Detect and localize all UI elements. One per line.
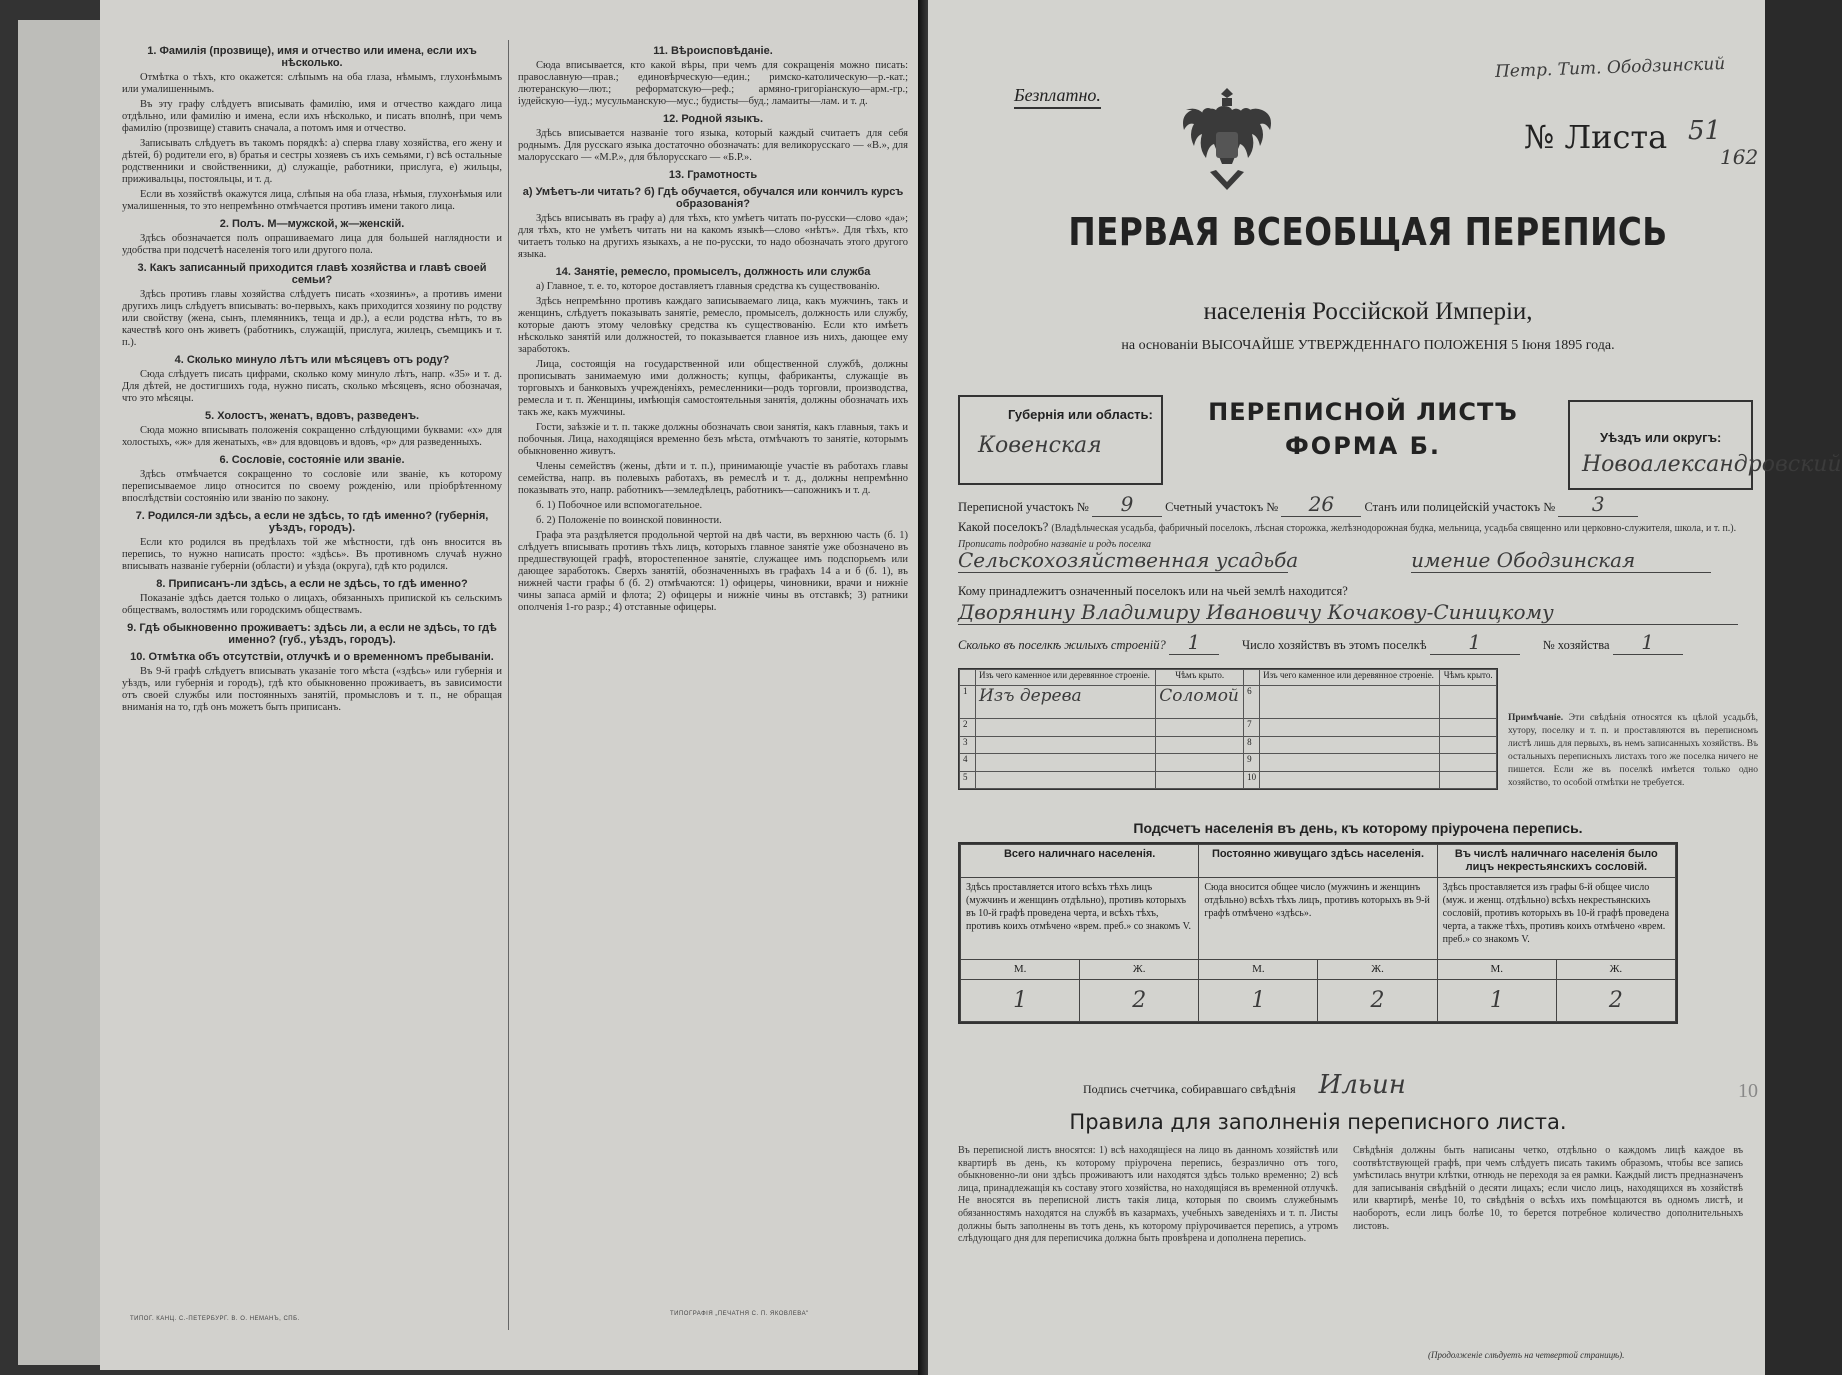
households-line — [958, 630, 1683, 655]
legal-basis: на основаніи ВЫСОЧАЙШЕ УТВЕРЖДЕННАГО ПОЛОЖЕНІЯ 5 Іюня 1895 года. — [1121, 338, 1615, 353]
census-form-page — [928, 0, 1842, 1375]
household-number-label: № хозяйства — [1542, 638, 1610, 652]
settlement-value-line — [958, 548, 1711, 573]
buildings-roof-header-2: Чѣмъ крыто. — [1440, 670, 1497, 686]
permanent-resident-header: Постоянно живущаго здѣсь населенія. — [1199, 845, 1437, 878]
printer-imprint-left: ТИПОГ. КАНЦ. С.-ПЕТЕРБУРГ. В. О. НЕМАНЪ, СПБ. — [130, 1316, 300, 1322]
non-peasant-header: Въ числѣ наличнаго населенія было лицъ некрестьянскихъ сословій. — [1437, 845, 1675, 878]
instruction-paragraph: Если въ хозяйствѣ окажутся лица, слѣпыя на оба глаза, нѣмыя, глухонѣмыя или умалишенныя, то это непремѣнно отмѣчается противъ имени такого лица. — [122, 189, 502, 212]
instruction-heading: 9. Гдѣ обыкновенно проживаетъ: здѣсь ли, а если не здѣсь, то гдѣ именно? (губ., уѣздъ, городъ). — [127, 622, 497, 646]
male-header: М. — [1199, 960, 1318, 980]
household-number-value: 1 — [1613, 630, 1683, 655]
rules-column-1: Въ переписной листъ вносятся: 1) всѣ находящіеся на лицо въ данномъ хозяйствѣ или квартирѣ въ день, къ которому пріурочена перепись, безразлично отъ того, обыкновенно-ли они здѣсь проживаютъ или находятся здѣсь только временно; 2) всѣ лица, принадлежащія къ составу этого хозяйства, но находящіяся въ временной отлучкѣ. Не вносятся въ переписной листъ такія лица, которыя по своимъ служебнымъ обязанностямъ находятся на службѣ въ казармахъ, учебныхъ заведеніяхъ и т. п. Листы должны быть заполнены въ тотъ день, къ которому пріурочивается перепись, а утромъ слѣдующаго дня для переписчика должна быть провѣрена и дополнена перепись. — [958, 1145, 1338, 1245]
male-header: М. — [1437, 960, 1556, 980]
instructions-column-2 — [518, 40, 908, 980]
sheet-number-value: 51 — [1688, 116, 1722, 146]
female-header: Ж. — [1556, 960, 1675, 980]
male-header: М. — [961, 960, 1080, 980]
instruction-paragraph: Въ эту графу слѣдуетъ вписывать фамилію, имя и отчество каждаго лица отдѣльно, или фамилію и имена, если ихъ нѣсколько, и писать вполнѣ, при чемъ фамилію (прозвище) ставить сначала, а потомъ имя и отчество. — [122, 99, 502, 134]
instruction-paragraph: Здѣсь отмѣчается сокращенно то сословіе или званіе, къ которому переписываемое лицо относится по своему рожденію, или пріобрѣтенному впослѣдствіи состоянію или званію по закону. — [122, 469, 502, 504]
district-value: Новоалександровский — [1582, 452, 1842, 477]
district-label: Уѣздъ или округъ: — [1600, 430, 1722, 445]
building-row-number: 6 — [1244, 686, 1260, 719]
note-label: Примѣчаніе. — [1508, 713, 1564, 723]
column-divider — [508, 40, 509, 1330]
instruction-paragraph: Здѣсь непремѣнно противъ каждаго записываемаго лица, какъ мужчинъ, такъ и женщинъ, слѣдуетъ показывать занятіе, ремесло, промыселъ, должность или службу, которые даютъ этому человѣку средства къ существованію. Если кто имѣетъ нѣсколько занятій или должностей, то показывается главное изъ нихъ, дающее ему заработокъ. — [518, 296, 908, 355]
instruction-heading: 7. Родился-ли здѣсь, а если не здѣсь, то гдѣ именно? (губернія, уѣздъ, городъ). — [135, 510, 489, 534]
double-headed-eagle-icon — [1172, 80, 1282, 205]
instruction-paragraph: б. 1) Побочное или вспомогательное. — [536, 500, 703, 511]
instruction-paragraph: Показаніе здѣсь дается только о лицахъ, обязанныхъ припиской къ сельскимъ обществамъ, волостямъ или городскимъ обществамъ. — [122, 593, 502, 616]
rules-title: Правила для заполненія переписного листа. — [1069, 1110, 1567, 1134]
sheet-number-secondary: 162 — [1720, 145, 1759, 169]
non-peasant-male: 1 — [1437, 980, 1556, 1022]
area-numbers-line — [958, 492, 1638, 517]
instruction-paragraph: б. 2) Положеніе по воинской повинности. — [536, 515, 722, 526]
non-peasant-female: 2 — [1556, 980, 1675, 1022]
instruction-heading: 1. Фамилія (прозвище), имя и отчество или имена, если ихъ нѣсколько. — [147, 45, 477, 69]
instruction-heading: 4. Сколько минуло лѣтъ или мѣсяцевъ отъ роду? — [174, 354, 450, 366]
building-row-number: 9 — [1244, 754, 1260, 771]
page-number: 10 — [1738, 1080, 1758, 1102]
stan-label: Станъ или полицейскій участокъ № — [1364, 500, 1556, 514]
count-area-label: Счетный участокъ № — [1165, 500, 1279, 514]
rules-column-2: Свѣдѣнія должны быть написаны четко, отдѣльно о каждомъ лицѣ каждое въ соотвѣтствующей графѣ, при чемъ слѣдуетъ писать такимъ образомъ, чтобы все запись умѣстилась внутри клѣтки, отнюдь не переходя за ея рамки. Каждый листъ предназначенъ для записыванія свѣдѣній о десяти лицахъ; если число лицъ, находящихся въ хозяйствѣ или квартирѣ, менѣе 10, то свѣдѣнія о всѣхъ ихъ помѣщаются въ одномъ листѣ, и наоборотъ, если лицъ болѣе 10, то берется потребное количество дополнительныхъ листовъ. — [1353, 1145, 1743, 1232]
total-present-header: Всего наличнаго населенія. — [961, 845, 1199, 878]
instruction-paragraph: Сюда вписывается, кто какой вѣры, при чемъ для сокращенія можно писать: православную—прав.; единовѣрческую—един.; римско-католическую—р.-кат.; лютеранскую—лют.; реформатскую—реф.; армяно-григоріанскую—арм.-гр.; іудейскую—іуд.; мусульманскую—мус.; будисты—буд.; ламаиты—лам. и т. д. — [518, 60, 908, 107]
total-present-description: Здѣсь проставляется итого всѣхъ тѣхъ лицъ (мужчинъ и женщинъ отдѣльно), противъ которыхъ въ 10-й графѣ проведена черта, и всѣхъ тѣхъ, противъ коихъ отмѣчено «врем. преб.» со знакомъ V. — [961, 878, 1199, 960]
permanent-resident-description: Сюда вносится общее число (мужчинъ и женщинъ отдѣльно) всѣхъ тѣхъ лицъ, противъ которыхъ въ 9-й графѣ отмѣчено «здѣсь». — [1199, 878, 1437, 960]
female-header: Ж. — [1080, 960, 1199, 980]
instruction-heading: 10. Отмѣтка объ отсутствіи, отлучкѣ и о временномъ пребываніи. — [130, 651, 494, 663]
province-box — [958, 395, 1163, 485]
instruction-heading: 14. Занятіе, ремесло, промыселъ, должность или служба — [555, 266, 871, 278]
owner-value-line — [958, 600, 1738, 625]
total-present-male: 1 — [961, 980, 1080, 1022]
population-count-title: Подсчетъ населенія въ день, къ которому пріурочена перепись. — [1133, 820, 1583, 836]
instruction-heading: 11. Вѣроисповѣданіе. — [653, 45, 773, 57]
instructions-column-1 — [122, 40, 502, 1340]
signature-label: Подпись счетчика, собиравшаго свѣдѣнія — [1083, 1082, 1296, 1096]
instruction-paragraph: Члены семействъ (жены, дѣти и т. п.), принимающіе участіе въ работахъ главы семейства, напр. въ полевыхъ работахъ, въ ремеслѣ и т. д., должны непремѣнно показывать это, напр. работникъ—земледѣлецъ, работникъ—сапожникъ и т. д. — [518, 461, 908, 496]
instruction-paragraph: а) Главное, т. е. то, которое доставляетъ главныя средства къ существованію. — [536, 281, 880, 292]
instructions-page — [100, 0, 920, 1370]
handwritten-top-note: Петр. Тит. Ободзинский — [1494, 53, 1726, 83]
building-row-number: 3 — [960, 736, 976, 753]
building-row1-roof: Соломой — [1156, 686, 1244, 719]
buildings-roof-header: Чѣмъ крыто. — [1156, 670, 1244, 686]
building-row-number: 10 — [1244, 771, 1260, 788]
free-label: Безплатно. — [1014, 85, 1101, 109]
owner-line — [958, 584, 1348, 599]
non-peasant-description: Здѣсь проставляется изъ графы 6-й общее число (муж. и женщ. отдѣльно) всѣхъ некрестьянскихъ сословій, противъ которыхъ въ 10-й графѣ проведена черта, а также тѣхъ, противъ коихъ отмѣчено «врем. преб.» со знакомъ V. — [1437, 878, 1675, 960]
households-value: 1 — [1430, 630, 1520, 655]
settlement-value-2: имение Ободзинская — [1411, 548, 1711, 573]
census-subtitle: населенія Россійской Имперіи, — [1203, 298, 1533, 325]
population-count-table — [958, 842, 1678, 1024]
instruction-paragraph: Гости, заѣзжіе и т. п. также должны обозначать свои занятія, какъ главныя, такъ и побочныя. Лица, находящіяся временно безъ мѣста, отмѣчаютъ то занятіе, которымъ обыкновенно живутъ. — [518, 422, 908, 457]
female-header: Ж. — [1318, 960, 1437, 980]
building-row-number: 7 — [1244, 719, 1260, 736]
instruction-paragraph: Здѣсь вписывать въ графу а) для тѣхъ, кто умѣетъ читать по-русски—слово «да»; для тѣхъ, кто не умѣетъ читать ни на какомъ языкѣ—слово «нѣтъ». Для тѣхъ, кто читаетъ только на другихъ языкахъ, а не по-русски, то надо обозначать этого другого языка. — [518, 213, 908, 260]
permanent-male: 1 — [1199, 980, 1318, 1022]
building-row1-material: Изъ дерева — [976, 686, 1156, 719]
instruction-heading: 13. Грамотность — [668, 169, 758, 181]
census-area-value: 9 — [1092, 492, 1162, 517]
building-row-number: 1 — [960, 686, 976, 719]
building-row-number: 4 — [960, 754, 976, 771]
permanent-female: 2 — [1318, 980, 1437, 1022]
district-box — [1568, 400, 1842, 490]
printer-imprint-right: ТИПОГРАФІЯ „ПЕЧАТНЯ С. П. ЯКОВЛЕВА" — [670, 1311, 809, 1317]
buildings-table — [958, 668, 1498, 790]
stan-value: 3 — [1558, 492, 1638, 517]
building-row-number: 8 — [1244, 736, 1260, 753]
instruction-paragraph: Если кто родился въ предѣлахъ той же мѣстности, гдѣ онъ вносится въ перепись, то нужно написать просто: «здѣсь». Въ противномъ случаѣ нужно вписывать названіе губерніи (области) и уѣзда (округа), гдѣ кто родился. — [122, 537, 502, 572]
instruction-paragraph: Здѣсь вписывается названіе того языка, который каждый считаетъ для себя роднымъ. Для русскаго языка достаточно обозначать: для великорусскаго — «В.», для малорусскаго — «М.Р.», для бѣлорусскаго — «Б.Р.». — [518, 128, 908, 163]
instruction-heading: 5. Холостъ, женатъ, вдовъ, разведенъ. — [204, 410, 420, 422]
instruction-heading: 12. Родной языкъ. — [662, 113, 763, 125]
instruction-paragraph: Графа эта раздѣляется продольной чертой на двѣ части, въ верхнюю часть (б. 1) слѣдуетъ вписывать противъ тѣхъ лицъ, которыхъ главное занятіе уже обозначено въ предшествующей графѣ, второстепенное занятіе, служащее имъ подспорьемъ или дающее заработокъ. Сверхъ занятій, обозначенныхъ въ графахъ 14 а и б (б. 1), въ нижней части графы б (б. 2) отмѣчаются: 1) офицеры, чиновники, врачи и нижніе чины запаса армій и флота; 2) офицеры и нижніе чины въ отставкѣ; 3) ратники ополченія 1-го разр.; 4) отставные офицеры. — [518, 530, 908, 613]
instruction-paragraph: Лица, состоящія на государственной или общественной службѣ, должны прописывать занимаемую ими должность; купцы, фабриканты, служащіе въ торговыхъ и банковыхъ учрежденіяхъ, ремесленники—родъ торговли, производства, ремесла и т. п. Женщины, имѣющія самостоятельныя занятія, должны обозначать ихъ такъ же, какъ мужчины. — [518, 359, 908, 418]
count-area-value: 26 — [1281, 492, 1361, 517]
settlement-write-hint: Прописать подробно названіе и родъ поселка — [958, 539, 1152, 550]
instruction-heading: 3. Какъ записанный приходится главѣ хозяйства и главѣ своей семьи? — [137, 262, 487, 286]
instruction-paragraph: Въ 9-й графѣ слѣдуетъ вписывать указаніе того мѣста («здѣсь» или губернія и уѣздъ, или губернія и городъ), гдѣ кто обыкновенно проживаетъ, въ зависимости отъ своей службы или постоянныхъ занятій, промысловъ и т. п., не обращая вниманія на то, гдѣ онъ можетъ быть приписанъ. — [122, 666, 502, 713]
previous-pages-edge — [18, 20, 108, 1365]
buildings-material-header-2: Изъ чего каменное или деревянное строеніе. — [1260, 670, 1440, 686]
form-title: ПЕРЕПИСНОЙ ЛИСТЪ — [1208, 398, 1518, 426]
total-present-female: 2 — [1080, 980, 1199, 1022]
province-value: Ковенская — [978, 433, 1102, 458]
note-text: Эти свѣдѣнія относятся къ цѣлой усадьбѣ, хутору, поселку и т. п. и проставляются въ переписномъ листѣ лишь для первыхъ, въ немъ записанныхъ хозяйствъ. Въ остальныхъ переписныхъ листахъ того же поселка ничего не пишется. Если же въ поселкѣ имѣется только одно хозяйство, то особой отмѣтки не требуется. — [1508, 713, 1758, 788]
census-title: ПЕРВАЯ ВСЕОБЩАЯ ПЕРЕПИСЬ — [1068, 210, 1668, 254]
settlement-description: (Владѣльческая усадьба, фабричный поселокъ, лѣсная сторожка, желѣзнодорожная будка, мельница, усадьба священно или церковно-служителя, школа, и т. п.). — [1051, 523, 1737, 534]
owner-value: Дворянину Владимиру Ивановичу Кочакову-Синицкому — [958, 600, 1738, 625]
buildings-note — [1508, 712, 1758, 790]
building-row-number: 2 — [960, 719, 976, 736]
instruction-paragraph: Сюда слѣдуетъ писать цифрами, сколько кому минуло лѣтъ, напр. «35» и т. д. Для дѣтей, не достигшихъ года, нужно писать, сколько мѣсяцевъ, ясно обозначая, что это мѣсяцы. — [122, 369, 502, 404]
owner-label: Кому принадлежитъ означенный поселокъ или на чьей землѣ находится? — [958, 584, 1348, 598]
buildings-value: 1 — [1169, 630, 1219, 655]
continued-note: (Продолженіе слѣдуетъ на четвертой страницѣ). — [1428, 1350, 1625, 1360]
buildings-material-header: Изъ чего каменное или деревянное строеніе. — [976, 670, 1156, 686]
settlement-label: Какой поселокъ? — [958, 520, 1049, 534]
building-row-number: 5 — [960, 771, 976, 788]
buildings-label: Сколько въ поселкѣ жилыхъ строеній? — [958, 638, 1166, 652]
instruction-paragraph: Здѣсь обозначается полъ опрашиваемаго лица для большей наглядности и удобства при подсчетѣ населенія того или другого пола. — [122, 233, 502, 256]
book-gutter — [918, 0, 928, 1375]
form-subtitle: ФОРМА Б. — [1284, 432, 1441, 460]
instruction-paragraph: Записывать слѣдуетъ въ такомъ порядкѣ: а) сперва главу хозяйства, его жену и дѣтей, б) родители его, в) братья и сестры хозяевъ съ ихъ семьями, г) всѣ остальные родственники и свойственники, д) служащіе, работники, прислуга, е) жильцы, приживальцы, постояльцы, и т. д. — [122, 138, 502, 185]
instruction-heading: а) Умѣетъ-ли читать? б) Гдѣ обучается, обучался или кончилъ курсъ образованія? — [522, 186, 904, 210]
instruction-heading: 8. Приписанъ-ли здѣсь, а если не здѣсь, то гдѣ именно? — [156, 578, 468, 590]
census-area-label: Переписной участокъ № — [958, 500, 1089, 514]
instruction-paragraph: Здѣсь противъ главы хозяйства слѣдуетъ писать «хозяинъ», а противъ имени другихъ лицъ слѣдуетъ вписывать: во-первыхъ, какъ приходится хозяину по родству или свойству (жена, сынъ, племянникъ, теща и др.), а если родства нѣтъ, то въ качествѣ кого онъ живетъ (работникъ, служащій, прислуга, жилецъ, съемщикъ и т. п.). — [122, 289, 502, 348]
instruction-paragraph: Сюда можно вписывать положенія сокращенно слѣдующими буквами: «х» для холостыхъ, «ж» для женатыхъ, «в» для вдовцовъ и вдовъ, «р» для разведенныхъ. — [122, 425, 502, 448]
instruction-heading: 6. Сословіе, состояніе или званіе. — [219, 454, 405, 466]
households-label: Число хозяйствъ въ этомъ поселкѣ — [1241, 638, 1427, 652]
instruction-paragraph: Отмѣтка о тѣхъ, кто окажется: слѣпымъ на оба глаза, нѣмымъ, глухонѣмымъ или умалишеннымъ. — [122, 72, 502, 95]
sheet-number-label: № Листа — [1524, 118, 1668, 156]
province-label: Губернія или область: — [1008, 407, 1153, 422]
signature-value: Ильин — [1318, 1070, 1406, 1100]
enumerator-signature-line — [1083, 1070, 1406, 1100]
instruction-heading: 2. Полъ. М—мужской, ж—женскій. — [219, 218, 405, 230]
settlement-value: Сельскохозяйственная усадьба — [958, 548, 1299, 572]
